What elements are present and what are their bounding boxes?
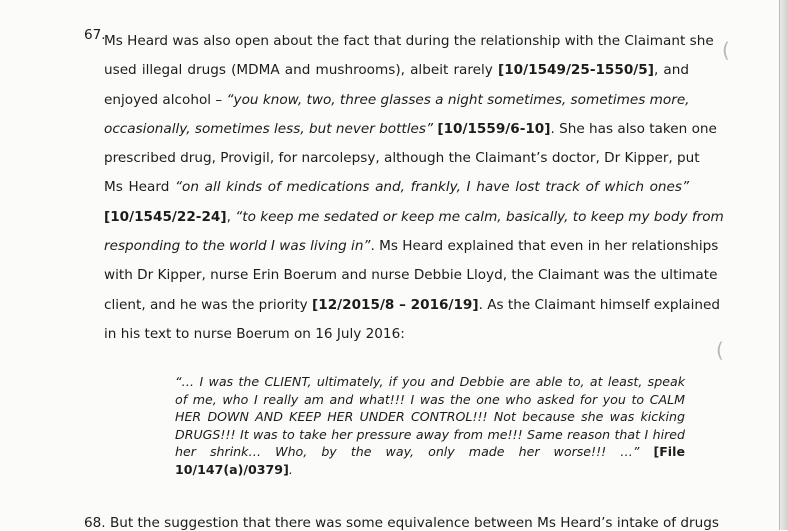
quote-block [175, 373, 685, 478]
citation: [12/2015/8 – 2016/19] [312, 296, 479, 313]
text-line [175, 391, 685, 409]
text-line [175, 443, 685, 461]
text-line [175, 408, 685, 426]
text-run: enjoyed alcohol – [104, 91, 227, 108]
paragraph-67-body [104, 27, 724, 349]
text-line [104, 144, 700, 173]
citation: [10/1545/22-24] [104, 208, 227, 225]
text-run: Ms Heard was also open about the fact that during the relationship with the Claimant she [104, 33, 714, 49]
text-line [104, 320, 689, 349]
text-run: HER DOWN AND KEEP HER UNDER CONTROL!!! Not because she was kicking [175, 409, 685, 424]
text-run: of me, who I really am and what!!! I was the one who asked for you to CALM [175, 391, 685, 407]
text-line [175, 461, 685, 479]
text-line [104, 203, 724, 232]
text-line [104, 27, 714, 56]
text-run: “on all kinds of medications and, frankly, I have lost track of which ones” [175, 179, 689, 196]
quote-body [175, 373, 685, 478]
text-run: used illegal drugs (MDMA and mushrooms), albeit rarely [104, 62, 499, 79]
text-run: responding to the world I was living in” [104, 238, 371, 255]
text-run: “… I was the CLIENT, ultimately, if you and Debbie are able to, at least, speak [175, 374, 685, 389]
citation: [File [653, 444, 685, 459]
text-run: client, and he was the priority [104, 296, 313, 313]
paragraph-67 [84, 27, 724, 349]
text-run: . [288, 461, 293, 477]
paragraph-68: 68. But the suggestion that there was some equivalence between Ms Heard’s intake of drugs [84, 515, 719, 531]
text-line [104, 56, 689, 85]
text-run: DRUGS!!! It was to take her pressure away from me!!! Same reason that I hired [175, 426, 685, 442]
text-line [175, 426, 685, 444]
text-line [104, 261, 718, 290]
text-run: “you know, two, three glasses a night sometimes, sometimes more, [226, 91, 690, 108]
text-run: occasionally, sometimes less, but never bottles” [104, 120, 434, 137]
paragraph-number: 67. [84, 27, 106, 43]
text-run: , and [653, 62, 689, 79]
page-edge-shadow [779, 0, 788, 530]
scan-mark: ( [716, 338, 724, 362]
text-line [104, 115, 717, 144]
text-run: . She has also taken one [550, 120, 717, 137]
citation: [10/1559/6-10] [437, 120, 551, 137]
text-run: with Dr Kipper, nurse Erin Boerum and nurse Debbie Lloyd, the Claimant was the ultimate [104, 267, 718, 284]
text-line [104, 173, 689, 202]
text-run: her shrink… Who, by the way, only made her worse!!! …” [175, 444, 654, 459]
text-run: in his text to nurse Boerum on 16 July 2016: [104, 325, 405, 342]
text-line [104, 86, 689, 115]
citation: [10/1549/25-1550/5] [498, 62, 654, 79]
text-line [104, 291, 721, 320]
text-line [104, 232, 719, 261]
text-run: , [226, 208, 236, 225]
scan-mark: ( [722, 38, 730, 62]
text-run: Ms Heard [104, 179, 175, 196]
text-line [175, 373, 685, 391]
text-run: “to keep me sedated or keep me calm, basically, to keep my body from [235, 208, 724, 225]
text-run: . As the Claimant himself explained [478, 296, 721, 313]
citation: 10/147(a)/0379] [175, 461, 289, 477]
text-run: . Ms Heard explained that even in her relationships [370, 238, 719, 255]
text-run: prescribed drug, Provigil, for narcolepsy, although the Claimant’s doctor, Dr Kipper, put [104, 150, 700, 167]
